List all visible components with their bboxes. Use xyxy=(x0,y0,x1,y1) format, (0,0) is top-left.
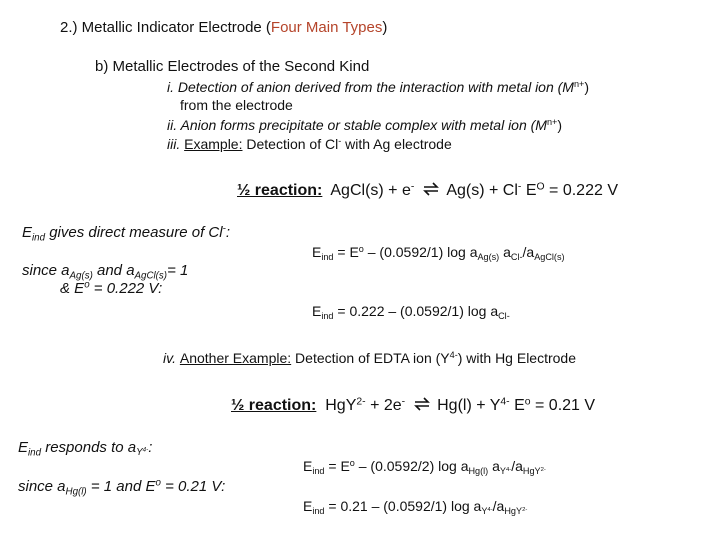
equilibrium-arrow-icon xyxy=(413,395,431,413)
equation-4: $E_{ind} = 0.21 - (0.0592/1)$ $\log a_{Y^{4-}}/a_{HgY^{2-}}$ xyxy=(303,498,528,517)
subheading: b) Metallic Electrodes of the Second Kind xyxy=(95,58,370,75)
another-example-label: Another Example: xyxy=(179,350,292,366)
heading-text: 2.) Metallic Indicator Electrode ( xyxy=(60,19,271,36)
point-i-continued: from the electrode xyxy=(180,97,293,113)
since-statement-1-line2: & $E^o = 0.222$ V: xyxy=(60,279,163,297)
point-iii: iii. Example: Detection of Cl- with Ag electrode xyxy=(167,136,452,152)
heading-accent: Four Main Types xyxy=(270,19,383,36)
half-reaction-label: ½ reaction: xyxy=(237,182,323,199)
slide-heading xyxy=(60,19,387,36)
point-ii: ii. Anion forms precipitate or stable complex with metal ion $(M^{n+})$ xyxy=(167,117,563,133)
point-i: i. Detection of anion derived from the interaction with metal ion $(M^{n+})$ xyxy=(167,79,590,95)
equation-1: $E_{ind} = E^o - (0.0592/1)$ $\log a_{Ag(s)}$ $a_{Cl-}/a_{AgCl(s)}$ xyxy=(312,244,565,263)
half-reaction-1: ½ reaction: AgCl(s) + e- Ag(s) + Cl- $E^O = 0.222$ V xyxy=(237,181,618,199)
equation-3: $E_{ind} = E^o - (0.0592/2)$ $\log a_{Hg(l)}$ $a_{Y^{4-}}/a_{HgY^{2-}}$ xyxy=(303,458,546,477)
half-reaction-2: ½ reaction: HgY$^{2-}$ + 2e- $Hg(l) + Y^{4-}$ $E^o = 0.21$ V xyxy=(231,396,596,414)
heading-suffix: ) xyxy=(382,19,388,36)
eind-statement-2: $E_{ind}$ responds to $a_{Y^{4-}}$: xyxy=(18,439,153,459)
eind-statement-1: $E_{ind}$ gives direct measure of Cl-: xyxy=(22,223,231,244)
half-reaction-label: ½ reaction: xyxy=(231,397,317,414)
equilibrium-arrow-icon xyxy=(422,180,440,198)
equation-2: $E_{ind} = 0.222 - (0.0592/1)$ $\log a_{Cl-}$ xyxy=(312,303,510,322)
point-iv: iv. Another Example: Detection of EDTA ion $(Y^{4-})$ with Hg Electrode xyxy=(163,350,577,366)
since-statement-1: since $a_{Ag(s)}$ and $a_{AgCl(s)}= 1$ xyxy=(22,262,189,282)
example-label: Example: xyxy=(184,136,243,152)
since-statement-2: since $a_{Hg(l)} = 1$ and $E^o = 0.21$ V: xyxy=(18,477,226,498)
